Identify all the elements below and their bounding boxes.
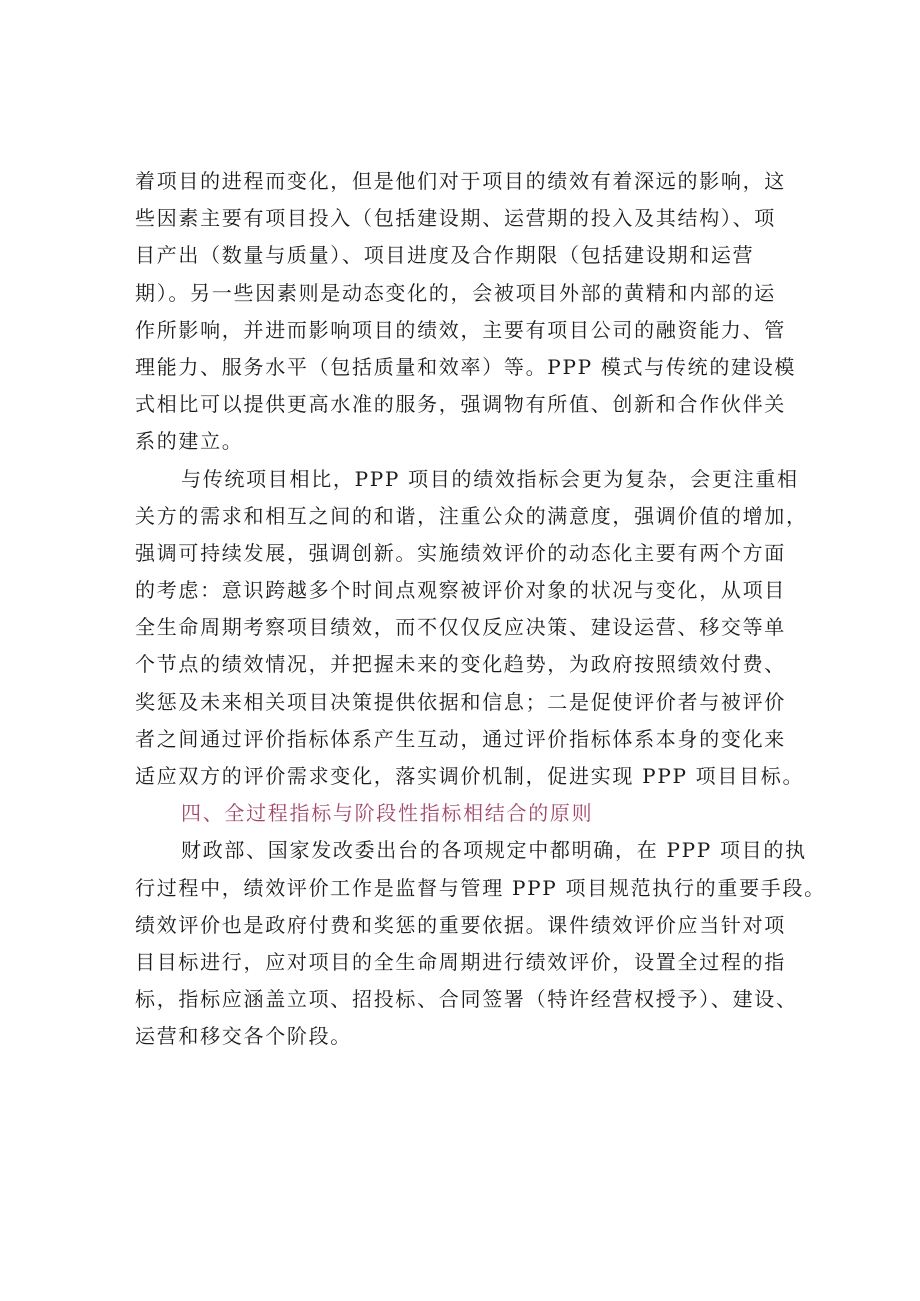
paragraph-line: 的考虑：意识跨越多个时间点观察被评价对象的状况与变化，从项目 (135, 578, 786, 603)
paragraph-line: 作所影响，并进而影响项目的绩效，主要有项目公司的融资能力、管 (135, 317, 786, 342)
paragraph-line: 运营和移交各个阶段。 (135, 1024, 352, 1049)
heading-text: 四、全过程指标与阶段性指标相结合的原则 (181, 801, 594, 826)
paragraph-line: 着项目的进程而变化，但是他们对于项目的绩效有着深远的影响，这 (135, 169, 786, 193)
paragraph-line: 绩效评价也是政府付费和奖惩的重要依据。课件绩效评价应当针对项 (135, 912, 786, 937)
paragraph-line: 适应双方的评价需求变化，落实调价机制，促进实现 PPP 项目目标。 (135, 764, 805, 788)
paragraph-line: 关方的需求和相互之间的和谐，注重公众的满意度，强调价值的增加， (135, 503, 808, 528)
paragraph-line: 强调可持续发展，强调创新。实施绩效评价的动态化主要有两个方面 (135, 540, 786, 565)
paragraph-line: 全生命周期考察项目绩效，而不仅仅反应决策、建设运营、移交等单 (135, 615, 786, 640)
paragraph-line: 行过程中，绩效评价工作是监督与管理 PPP 项目规范执行的重要手段。 (135, 875, 826, 900)
paragraph-line: 式相比可以提供更高水准的服务，强调物有所值、创新和合作伙伴关 (135, 392, 786, 417)
paragraph-line: 与传统项目相比，PPP 项目的绩效指标会更为复杂，会更注重相 (181, 466, 799, 491)
paragraph-line: 系的建立。 (135, 429, 244, 454)
paragraph-line: 标，指标应涵盖立项、招投标、合同签署（特许经营权授予）、建设、 (135, 987, 798, 1012)
paragraph (135, 163, 795, 461)
paragraph (135, 832, 826, 1055)
paragraph-line: 目产出（数量与质量）、项目进度及合作期限（包括建设期和运营 (135, 243, 755, 268)
paragraph-line: 者之间通过评价指标体系产生互动，通过评价指标体系本身的变化来 (135, 726, 786, 751)
paragraph-line: 个节点的绩效情况，并把握未来的变化趋势，为政府按照绩效付费、 (135, 652, 786, 677)
paragraph-line: 财政部、国家发改委出台的各项规定中都明确，在 PPP 项目的执 (181, 838, 807, 863)
paragraph-line: 奖惩及未来相关项目决策提供依据和信息；二是促使评价者与被评价 (135, 689, 786, 714)
paragraph-line: 目目标进行，应对项目的全生命周期进行绩效评价，设置全过程的指 (135, 949, 786, 974)
document-body (135, 163, 826, 1056)
paragraph-line: 期）。另一些因素则是动态变化的，会被项目外部的黄精和内部的运 (135, 280, 776, 305)
paragraph (135, 461, 808, 796)
section-heading (135, 795, 795, 832)
paragraph-line: 理能力、服务水平（包括质量和效率）等。PPP 模式与传统的建设模 (135, 354, 797, 379)
paragraph-line: 些因素主要有项目投入（包括建设期、运营期的投入及其结构）、项 (135, 206, 776, 231)
